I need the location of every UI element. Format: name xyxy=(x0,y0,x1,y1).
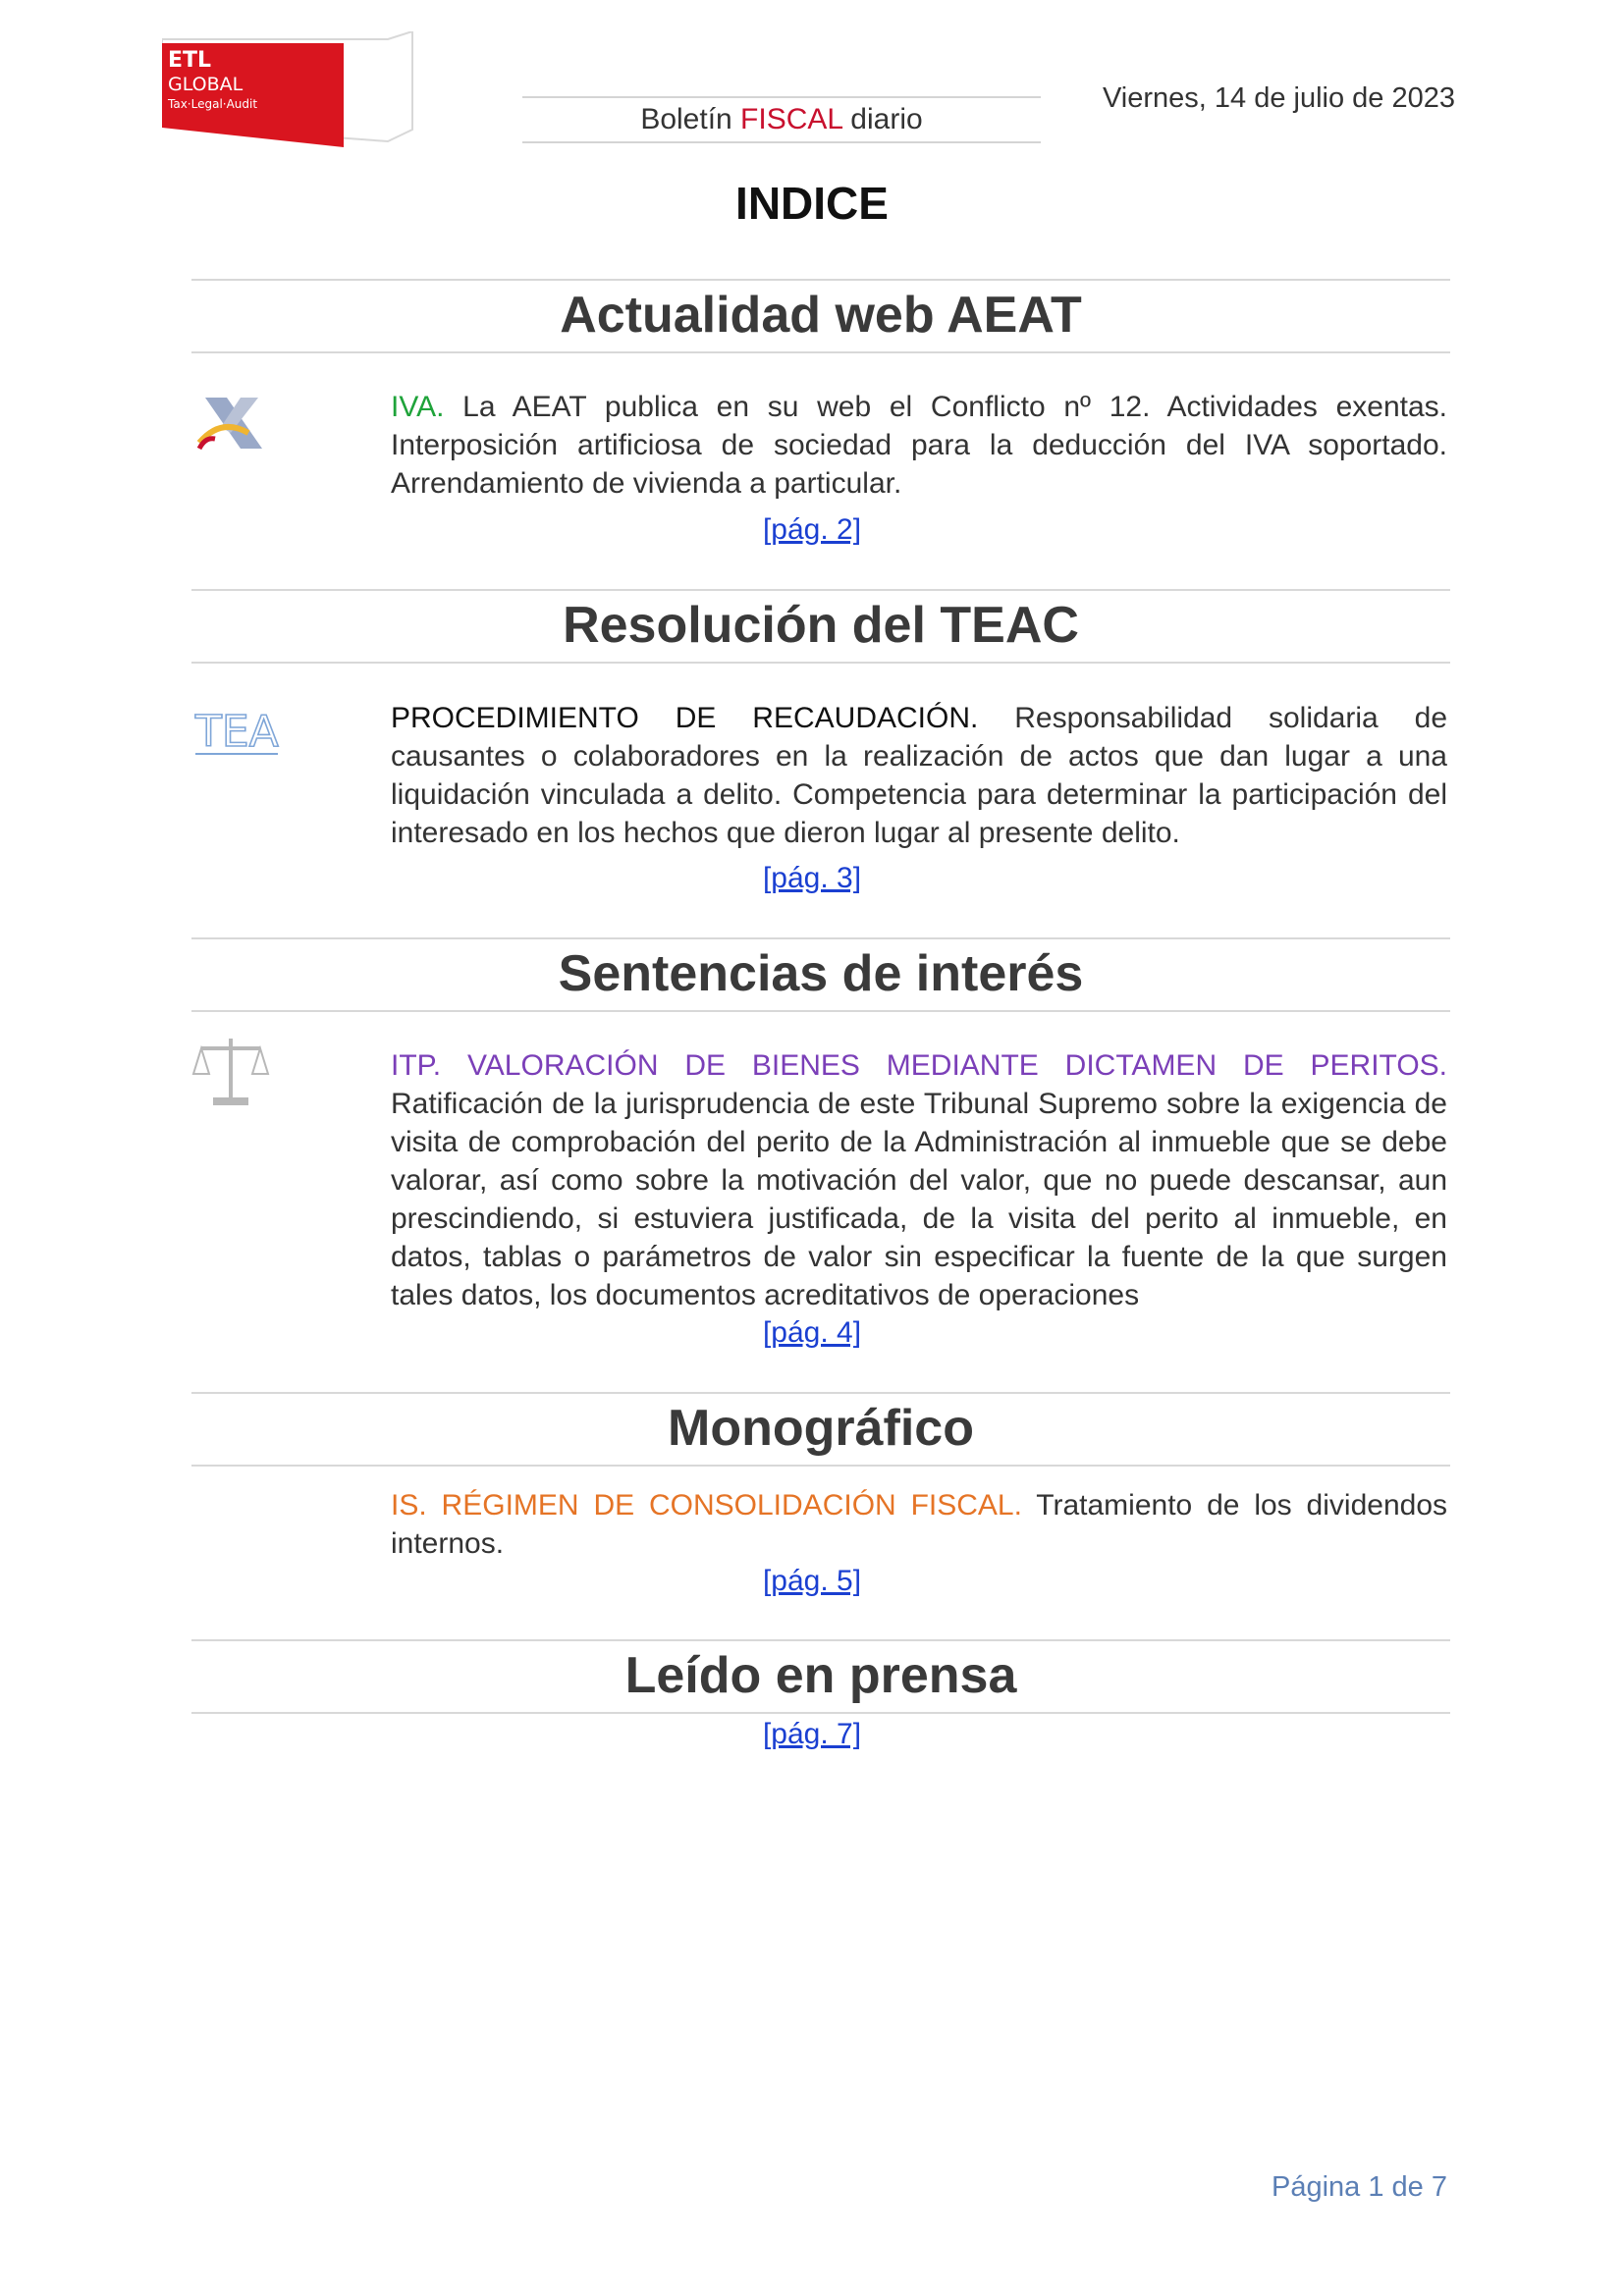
page-number: Página 1 de 7 xyxy=(1272,2171,1447,2203)
entry-body: Ratificación de la jurisprudencia de este Tribunal Supremo sobre la exigencia de visita de comprobación del perito de la Administración al inmueble que se debe valorar, así como sobre la motivación del valor, que no puede descansar, aun prescindiendo, si estuviera justificada, de la visita del perito al inmueble, en datos, tablas o parámetros de valor sin especificar la fuente de la que surgen tales datos, los documentos acreditativos de operaciones xyxy=(391,1088,1447,1311)
svg-text:TEA: TEA xyxy=(195,707,279,757)
entry-lead: IVA. xyxy=(391,391,445,423)
page-link-7[interactable]: [pág. 7] xyxy=(762,1718,862,1750)
bulletin-prefix: Boletín xyxy=(640,103,741,135)
aeat-logo-icon xyxy=(191,388,282,466)
bulletin-date: Viernes, 14 de julio de 2023 xyxy=(1102,82,1455,114)
entry-lead: IS. RÉGIMEN DE CONSOLIDACIÓN FISCAL. xyxy=(391,1489,1022,1522)
svg-text:ETL: ETL xyxy=(168,48,212,73)
page-link-3[interactable]: [pág. 3] xyxy=(762,862,862,894)
entry-lead: PROCEDIMIENTO DE RECAUDACIÓN. xyxy=(391,702,979,734)
entry-lead: ITP. VALORACIÓN DE BIENES MEDIANTE DICTAMEN DE PERITOS. xyxy=(391,1049,1447,1082)
etl-global-logo xyxy=(162,31,422,149)
entry-body: La AEAT publica en su web el Conflicto nº 12. Actividades exentas. Interposición artificiosa de sociedad para la deducción del IVA soportado. Arrendamiento de vivienda a particular. xyxy=(391,391,1447,500)
section-title-monografico: Monográfico xyxy=(191,1392,1450,1467)
scales-icon xyxy=(191,1033,282,1111)
index-title: INDICE xyxy=(735,178,889,229)
entry-monografico xyxy=(391,1486,1447,1563)
section-title-aeat: Actualidad web AEAT xyxy=(191,279,1450,353)
bulletin-title xyxy=(522,96,1041,143)
page-link-2[interactable]: [pág. 2] xyxy=(762,513,862,546)
bulletin-accent: FISCAL xyxy=(740,103,842,135)
entry-sentencias xyxy=(391,1046,1447,1314)
page-link-4[interactable]: [pág. 4] xyxy=(762,1316,862,1349)
section-title-teac: Resolución del TEAC xyxy=(191,589,1450,664)
entry-body: Responsabilidad solidaria de causantes o colaboradores en la realización de actos que dan lugar a una liquidación vinculada a delito. Competencia para determinar la participación del interesado en los hechos que dieron lugar al presente delito. xyxy=(391,702,1448,849)
svg-text:GLOBAL: GLOBAL xyxy=(168,74,244,95)
page-link-5[interactable]: [pág. 5] xyxy=(762,1565,862,1597)
tea-logo-icon xyxy=(191,697,282,775)
bulletin-suffix: diario xyxy=(841,103,923,135)
section-title-sentencias: Sentencias de interés xyxy=(191,937,1450,1012)
section-title-prensa: Leído en prensa xyxy=(191,1639,1450,1714)
entry-body: Tratamiento de los dividendos internos. xyxy=(391,1489,1447,1560)
svg-text:Tax·Legal·Audit: Tax·Legal·Audit xyxy=(168,97,258,111)
entry-teac xyxy=(391,699,1447,852)
entry-aeat xyxy=(391,388,1447,503)
